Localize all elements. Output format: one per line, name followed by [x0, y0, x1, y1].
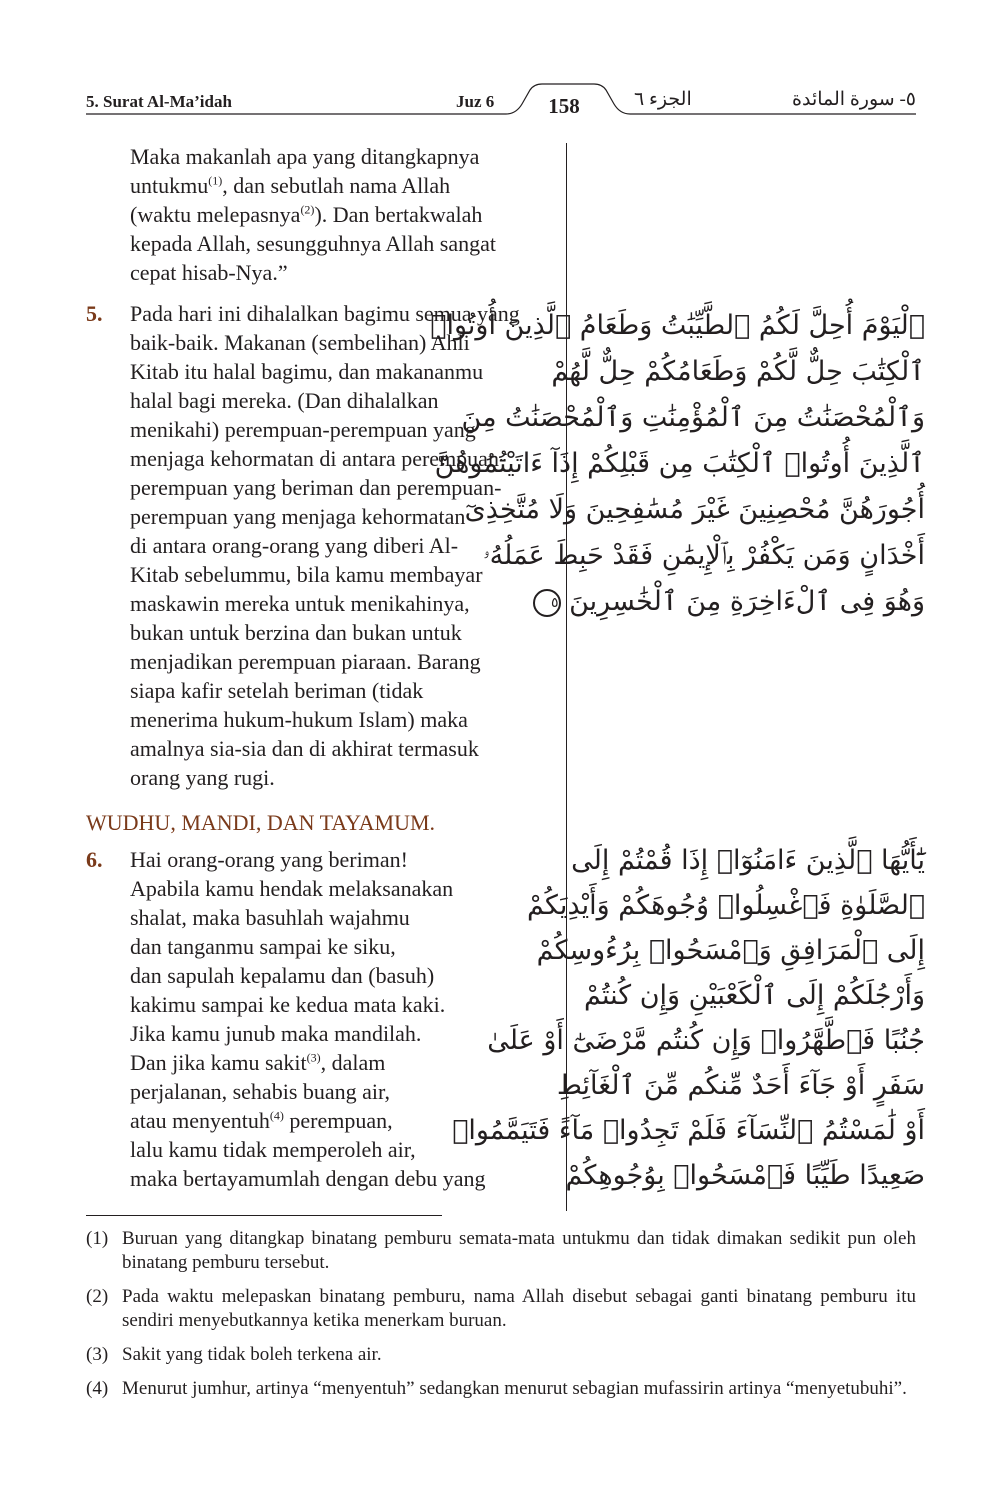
text-line: menjadikan perempuan piaraan. Barang: [130, 649, 481, 674]
text-line: baik-baik. Makanan (sembelihan) Ahli: [130, 330, 470, 355]
surah-title-arabic: ٥- سورة المائدة: [792, 89, 916, 110]
text-line: Hai orang-orang yang beriman!: [130, 847, 408, 872]
footnotes: [86, 1227, 916, 1411]
arabic-line: أَوْ لَٰمَسْتُمُ ٱلنِّسَآءَ فَلَمْ تَجِدُوا۟ مَآءً فَتَيَمَّمُوا۟: [452, 1115, 925, 1146]
text-line: di antara orang-orang yang diberi Al-: [130, 533, 459, 558]
text-line: menerima hukum-hukum Islam) maka: [130, 707, 468, 732]
ayah-number-marker: ٥: [533, 589, 561, 617]
text-line: untukmu$^{(1)}$, dan sebutlah nama Allah: [130, 173, 451, 198]
arabic-line: ٱلْكِتَٰبَ حِلٌّ لَّكُمْ وَطَعَامُكُمْ حِلٌّ لَّهُمْ: [551, 356, 925, 387]
section-heading: WUDHU, MANDI, DAN TAYAMUM.: [86, 810, 436, 835]
text-line: dan tanganmu sampai ke siku,: [130, 934, 396, 959]
arabic-line: ٱلْيَوْمَ أُحِلَّ لَكُمُ ٱلطَّيِّبَٰتُ وَطَعَامُ ٱلَّذِينَ أُوتُوا۟: [430, 310, 925, 341]
footnote-text: Pada waktu melepaskan binatang pemburu, nama Allah disebut sebagai ganti binatang pemburu itu sendiri menyebutkannya ketika menerkam buruan.: [122, 1286, 916, 1331]
continuation-text: [86, 142, 561, 287]
juz-label-latin: Juz 6: [456, 92, 495, 111]
footnote-text: Sakit yang tidak boleh terkena air.: [122, 1344, 382, 1365]
arabic-line: أُجُورَهُنَّ مُحْصِنِينَ غَيْرَ مُسَٰفِحِينَ وَلَا مُتَّخِذِىٓ: [464, 494, 925, 525]
text-line: Pada hari ini dihalalkan bagimu semua yang: [130, 301, 520, 326]
text-line: (waktu melepasnya$^{(2)}$). Dan bertakwalah: [130, 202, 483, 227]
page-header: [86, 78, 916, 128]
arabic-line: سَفَرٍ أَوْ جَآءَ أَحَدٌ مِّنكُم مِّنَ ٱلْغَآئِطِ: [556, 1070, 925, 1101]
footnote-ref-2[interactable]: (2): [300, 202, 315, 217]
footnote-number: (2): [86, 1286, 109, 1307]
verse-number: 5.: [86, 301, 103, 326]
text-line: atau menyentuh$^{(4)}$ perempuan,: [130, 1108, 393, 1133]
text-line: Jika kamu junub maka mandilah.: [130, 1021, 422, 1046]
arabic-line: صَعِيدًا طَيِّبًا فَٱمْسَحُوا۟ بِوُجُوهِكُمْ: [565, 1160, 925, 1191]
text-line: siapa kafir setelah beriman (tidak: [130, 678, 424, 703]
text-line: Apabila kamu hendak melaksanakan: [130, 876, 454, 901]
surah-title-latin: 5. Surat Al-Ma’idah: [86, 92, 232, 111]
footnote-4: [86, 1377, 916, 1401]
text-line: kepada Allah, sesungguhnya Allah sangat: [130, 231, 496, 256]
footnote-1: [86, 1227, 916, 1275]
text-line: bukan untuk berzina dan bukan untuk: [130, 620, 462, 645]
arabic-line: ٱلصَّلَوٰةِ فَٱغْسِلُوا۟ وُجُوهَكُمْ وَأَيْدِيَكُمْ: [527, 890, 925, 921]
text-line: menjaga kehormatan di antara perempuan-: [130, 446, 507, 471]
footnote-number: (4): [86, 1378, 109, 1399]
verse-6-arabic: [452, 838, 925, 1198]
footnote-ref-4[interactable]: (4): [269, 1108, 284, 1123]
text-line: Kitab itu halal bagimu, dan makananmu: [130, 359, 484, 384]
text-line: orang yang rugi.: [130, 765, 275, 790]
juz-label-arabic: الجزء ٦: [634, 89, 692, 110]
text-line: maka bertayamumlah dengan debu yang: [130, 1166, 486, 1191]
footnote-number: (3): [86, 1344, 109, 1365]
text-line: maskawin mereka untuk menikahinya,: [130, 591, 470, 616]
arabic-line-last: وَهُوَ فِى ٱلْءَاخِرَةِ مِنَ ٱلْخَٰسِرِينَ ٥: [590, 579, 925, 625]
footnote-ref-3[interactable]: (3): [306, 1050, 321, 1065]
footnote-2: [86, 1285, 916, 1333]
footnote-text: Menurut jumhur, artinya “menyentuh” sedangkan menurut sebagian mufassirin artinya “menyetubuhi”.: [122, 1378, 907, 1399]
arabic-line: ٱلَّذِينَ أُوتُوا۟ ٱلْكِتَٰبَ مِن قَبْلِكُمْ إِذَآ ءَاتَيْتُمُوهُنَّ: [434, 448, 925, 479]
text-line: perempuan yang menjaga kehormatan: [130, 504, 466, 529]
arabic-line: أَخْدَانٍ وَمَن يَكْفُرْ بِٱلْإِيمَٰنِ فَقَدْ حَبِطَ عَمَلُهُۥ: [482, 540, 925, 571]
verse-number: 6.: [86, 847, 103, 872]
text-line: cepat hisab-Nya.”: [130, 260, 288, 285]
footnote-number: (1): [86, 1228, 109, 1249]
arabic-line: وَٱلْمُحْصَنَٰتُ مِنَ ٱلْمُؤْمِنَٰتِ وَٱلْمُحْصَنَٰتُ مِنَ: [461, 402, 925, 433]
text-line: halal bagi mereka. (Dan dihalalkan: [130, 388, 439, 413]
text-line: kakimu sampai ke kedua mata kaki.: [130, 992, 446, 1017]
text-line: shalat, maka basuhlah wajahmu: [130, 905, 410, 930]
text-line: Maka makanlah apa yang ditangkapnya: [130, 144, 480, 169]
text-line: amalnya sia-sia dan di akhirat termasuk: [130, 736, 479, 761]
arabic-line: يَٰٓأَيُّهَا ٱلَّذِينَ ءَامَنُوٓا۟ إِذَا قُمْتُمْ إِلَى: [571, 845, 925, 876]
footnote-ref-1[interactable]: (1): [208, 173, 223, 188]
text-line: Kitab sebelummu, bila kamu membayar: [130, 562, 483, 587]
page-number: 158: [548, 94, 580, 118]
arabic-line: إِلَى ٱلْمَرَافِقِ وَٱمْسَحُوا۟ بِرُءُوسِكُمْ: [536, 935, 925, 966]
footnote-3: [86, 1343, 916, 1367]
text-line: menikahi) perempuan-perempuan yang: [130, 417, 476, 442]
arabic-line: وَأَرْجُلَكُمْ إِلَى ٱلْكَعْبَيْنِ وَإِن كُنتُمْ: [584, 980, 925, 1011]
arabic-line: جُنُبًا فَٱطَّهَّرُوا۟ وَإِن كُنتُم مَّرْضَىٰٓ أَوْ عَلَىٰ: [487, 1025, 925, 1056]
text-line: lalu kamu tidak memperoleh air,: [130, 1137, 416, 1162]
verse-5-arabic: [430, 303, 925, 625]
text-line: perjalanan, sehabis buang air,: [130, 1079, 390, 1104]
text-line: perempuan yang beriman dan perempuan-: [130, 475, 502, 500]
text-line: dan sapulah kepalamu dan (basuh): [130, 963, 435, 988]
text-line: Dan jika kamu sakit$^{(3)}$, dalam: [130, 1050, 386, 1075]
footnote-rule: [86, 1215, 442, 1216]
footnote-text: Buruan yang ditangkap binatang pemburu semata-mata untukmu dan tidak dimakan sedikit pun oleh binatang pemburu tersebut.: [122, 1228, 916, 1273]
